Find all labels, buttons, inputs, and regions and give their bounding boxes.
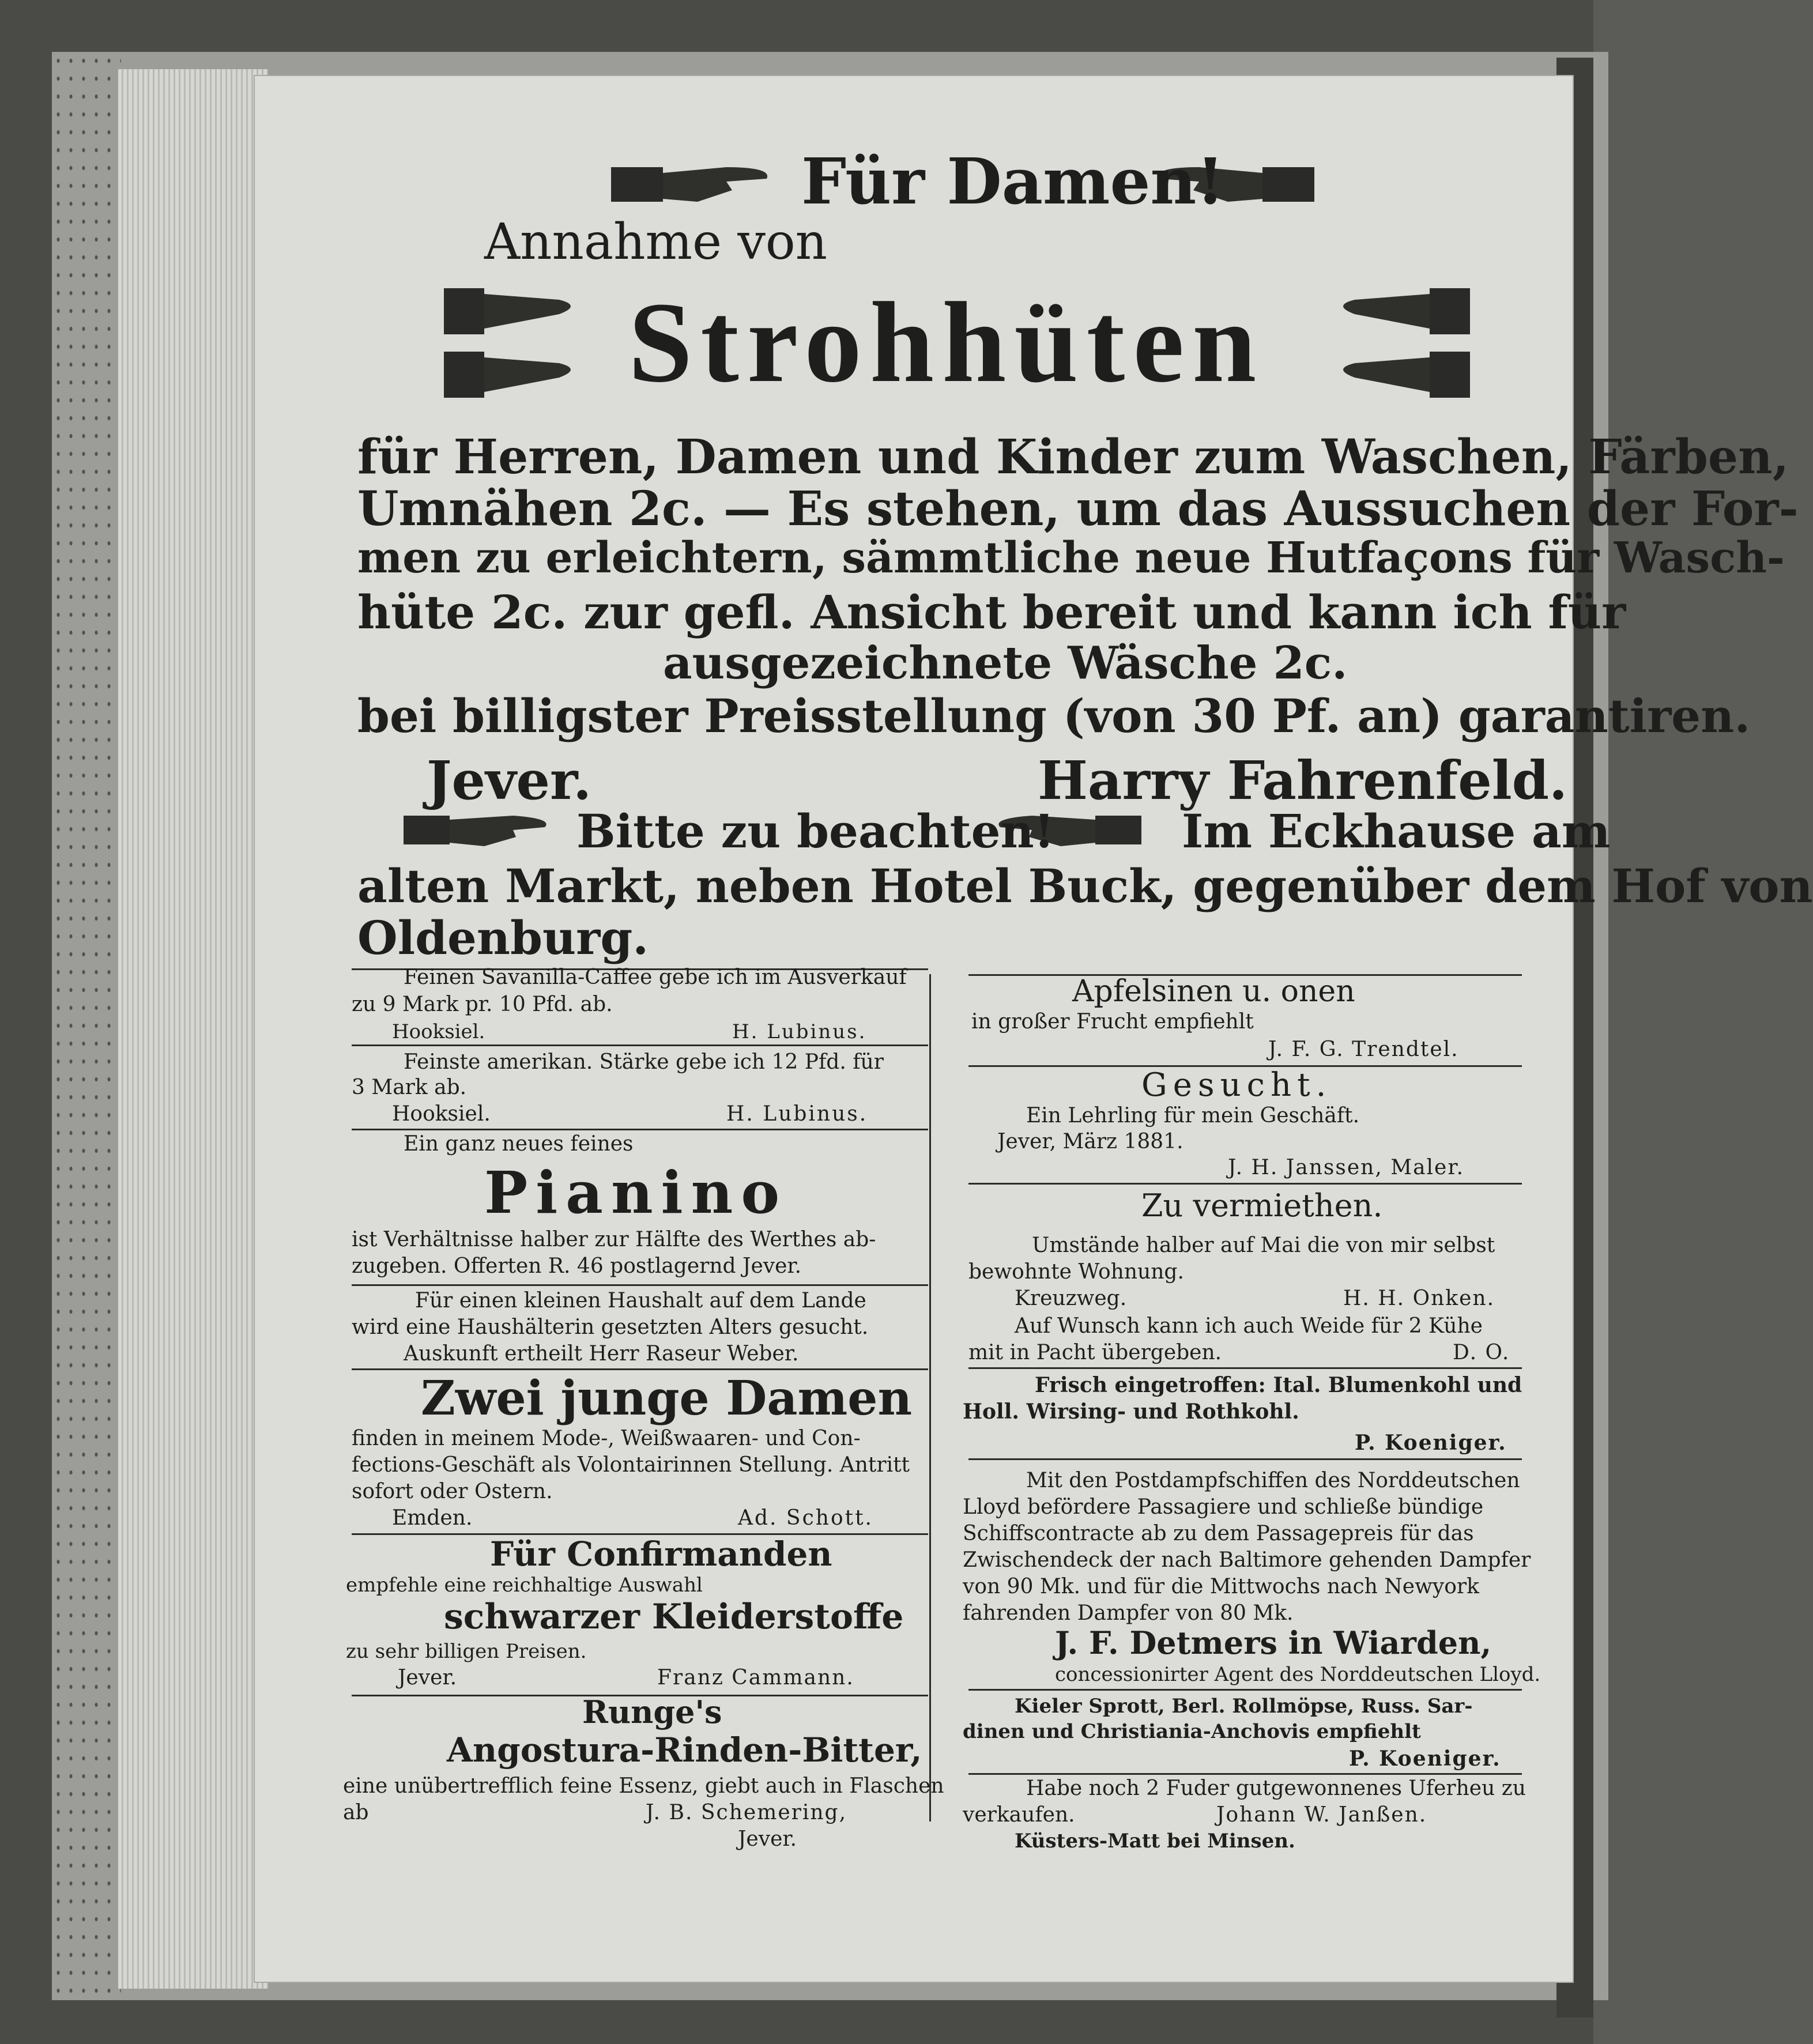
classified-line: wird eine Haushälterin gesetzten Alters gesucht. (352, 1315, 869, 1339)
classified-place: Emden. (392, 1506, 473, 1530)
ad-signature: Harry Fahrenfeld. (1038, 749, 1568, 812)
cover-speckle (52, 52, 121, 2000)
classified-title: Gesucht. (1141, 1066, 1332, 1104)
classified-line: bewohnte Wohnung. (968, 1260, 1184, 1284)
classified-line: Küsters-Matt bei Minsen. (1015, 1830, 1295, 1853)
ad-place: Jever. (427, 749, 592, 812)
section-rule (968, 1367, 1522, 1369)
ad-body-line: bei billigster Preisstellung (von 30 Pf. an) garantiren. (357, 689, 1751, 743)
section-rule (968, 1773, 1522, 1775)
classified-place: Jever. (398, 1666, 457, 1689)
classified-signature: Ad. Schott. (738, 1506, 873, 1530)
ad-body-line: hüte 2c. zur gefl. Ansicht bereit und kann ich für (357, 585, 1626, 639)
classified-signature: J. F. G. Trendtel. (1268, 1038, 1459, 1061)
classified-place: Hooksiel. (392, 1102, 491, 1126)
section-rule (968, 1689, 1522, 1691)
ad-line-fuer-damen: Für Damen! (801, 144, 1224, 218)
classified-place: Hooksiel. (392, 1020, 485, 1043)
classified-signature: Johann W. Janßen. (1216, 1803, 1427, 1827)
classified-line: zugeben. Offerten R. 46 postlagernd Jever. (352, 1254, 802, 1278)
classified-line: Umstände halber auf Mai die von mir selbst (1032, 1234, 1495, 1257)
classified-title: Zu vermiethen. (1141, 1187, 1383, 1224)
classified-line: ist Verhältnisse halber zur Hälfte des Werthes ab- (352, 1228, 876, 1251)
classified-title: J. F. Detmers in Wiarden, (1055, 1624, 1492, 1661)
classified-line: ab (343, 1801, 369, 1824)
classified-line: Auskunft ertheilt Herr Raseur Weber. (404, 1342, 799, 1366)
classified-title: Angostura-Rinden-Bitter, (447, 1730, 922, 1770)
ad-notice-line: alten Markt, neben Hotel Buck, gegenüber dem Hof von (357, 859, 1813, 913)
ad-headline: Strohhüten (628, 279, 1265, 406)
classified-line: Holl. Wirsing- und Rothkohl. (963, 1400, 1299, 1424)
ad-notice: Bitte zu beachten! (576, 804, 1054, 858)
column-divider (929, 974, 931, 1822)
classified-title: Runge's (582, 1694, 722, 1730)
classified-signature: J. B. Schemering, (646, 1801, 847, 1824)
ad-line-annahme: Annahme von (484, 213, 828, 271)
classified-title: schwarzer Kleiderstoffe (444, 1597, 904, 1637)
section-rule (968, 1183, 1522, 1185)
ad-body-line: für Herren, Damen und Kinder zum Waschen, Färben, (357, 429, 1789, 485)
classified-line: Für einen kleinen Haushalt auf dem Lande (415, 1289, 866, 1313)
classified-line: Auf Wunsch kann ich auch Weide für 2 Kühe (1015, 1314, 1483, 1338)
ad-body-line: Umnähen 2c. — Es stehen, um das Aussuchen der For- (357, 481, 1799, 537)
classified-line: sofort oder Ostern. (352, 1480, 553, 1503)
classified-title: Für Confirmanden (490, 1534, 832, 1574)
classified-line: Ein Lehrling für mein Geschäft. (1026, 1104, 1360, 1127)
classified-line: mit in Pacht übergeben. (968, 1341, 1222, 1364)
page-stack-edge (118, 69, 268, 1989)
classified-line: zu 9 Mark pr. 10 Pfd. ab. (352, 993, 613, 1016)
classified-line: zu sehr billigen Preisen. (346, 1640, 587, 1663)
classified-title: Apfelsinen u. onen (1072, 974, 1355, 1009)
classified-line: fahrenden Dampfer von 80 Mk. (963, 1601, 1294, 1625)
ad-notice-line: Oldenburg. (357, 911, 649, 965)
classified-line: Ein ganz neues feines (404, 1132, 634, 1156)
ad-body-emphasis: ausgezeichnete Wäsche 2c. (663, 637, 1348, 689)
classified-signature: J. H. Janssen, Maler. (1228, 1156, 1465, 1179)
classified-line: Zwischendeck der nach Baltimore gehenden Dampfer (963, 1548, 1531, 1572)
section-rule (352, 1368, 928, 1370)
classified-line: in großer Frucht empfiehlt (971, 1010, 1254, 1034)
classified-signature: P. Koeniger. (1355, 1431, 1507, 1455)
classified-line: empfehle eine reichhaltige Auswahl (346, 1574, 703, 1597)
section-rule (352, 1284, 928, 1286)
classified-line: finden in meinem Mode-, Weißwaaren- und Con- (352, 1427, 861, 1450)
section-rule (352, 1044, 928, 1046)
classified-signature: D. O. (1453, 1341, 1510, 1364)
classified-signature: H. H. Onken. (1343, 1287, 1495, 1310)
classified-title: Zwei junge Damen (421, 1371, 913, 1426)
classified-signature: H. Lubinus. (732, 1020, 867, 1043)
pointing-hand-icon (404, 807, 553, 853)
classified-title: Pianino (484, 1159, 788, 1227)
classified-line: eine unübertrefflich feine Essenz, giebt auch in Flaschen (343, 1774, 944, 1798)
classified-line: Kieler Sprott, Berl. Rollmöpse, Russ. Sar- (1015, 1695, 1473, 1718)
classified-line: Feinste amerikan. Stärke gebe ich 12 Pfd. für (404, 1050, 884, 1074)
classified-line: Frisch eingetroffen: Ital. Blumenkohl und (1035, 1373, 1522, 1397)
classified-line: Habe noch 2 Fuder gutgewonnenes Uferheu zu (1026, 1777, 1526, 1800)
classified-signature: Franz Cammann. (657, 1666, 854, 1689)
classified-line: Jever, März 1881. (997, 1130, 1183, 1153)
classified-line: dinen und Christiania-Anchovis empfiehlt (963, 1720, 1421, 1743)
section-rule (968, 1458, 1522, 1460)
classified-line: 3 Mark ab. (352, 1076, 467, 1099)
classified-line: Schiffscontracte ab zu dem Passagepreis für das (963, 1522, 1474, 1545)
pointing-hand-icon (611, 156, 772, 213)
classified-place: Kreuzweg. (1015, 1287, 1127, 1310)
classified-signature: H. Lubinus. (726, 1102, 868, 1126)
pointing-hand-icon (444, 282, 582, 409)
classified-line: Lloyd befördere Passagiere und schließe bündige (963, 1495, 1484, 1519)
ad-body-line: men zu erleichtern, sämmtliche neue Hutfaçons für Wasch- (357, 533, 1785, 583)
classified-line: verkaufen. (963, 1803, 1075, 1827)
classified-line: concessionirter Agent des Norddeutschen Lloyd. (1055, 1663, 1541, 1686)
section-rule (352, 1129, 928, 1130)
classified-line: Feinen Savanilla-Caffee gebe ich im Ausverkauf (404, 966, 907, 989)
ad-notice: Im Eckhause am (1182, 804, 1611, 858)
classified-place: Jever. (738, 1827, 797, 1851)
pointing-hand-icon (1332, 282, 1470, 409)
classified-signature: P. Koeniger. (1349, 1747, 1501, 1771)
classified-line: fections-Geschäft als Volontairinnen Stellung. Antritt (352, 1453, 910, 1477)
classified-line: von 90 Mk. und für die Mittwochs nach Newyork (963, 1575, 1479, 1598)
classified-line: Mit den Postdampfschiffen des Norddeutschen (1026, 1469, 1520, 1492)
